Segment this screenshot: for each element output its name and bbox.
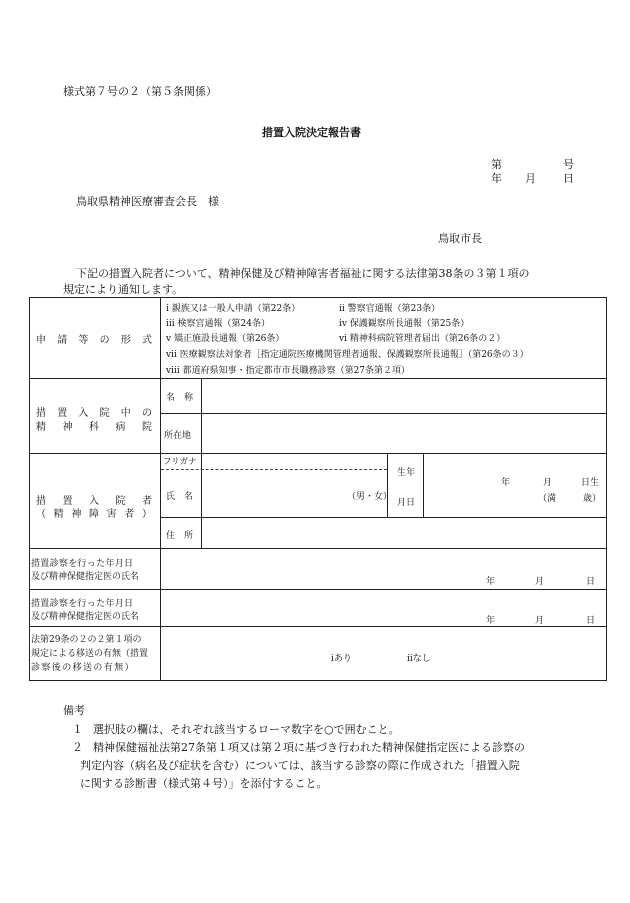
transfer-label-line1: 法第29条の２の２第１項の bbox=[31, 635, 142, 645]
hospital-name-label: 名 称 bbox=[166, 393, 194, 403]
furigana-label: フリガナ bbox=[163, 457, 197, 467]
number-label-2: 号 bbox=[563, 158, 574, 171]
exam1-day-label: 日 bbox=[586, 577, 596, 587]
option-vi: ⅵ 精神科病院管理者届出（第26条の２） bbox=[339, 334, 506, 344]
patient-label-line1: 措 置 入 院 者 bbox=[36, 496, 152, 507]
form-number: 様式第７号の２（第５条関係） bbox=[63, 85, 217, 98]
hospital-label-line2: 精 神 科 病 院 bbox=[36, 422, 152, 433]
birth-day-label: 日生 bbox=[581, 478, 600, 488]
exam1-year-label: 年 bbox=[486, 577, 496, 587]
number-label-1: 第 bbox=[491, 158, 502, 171]
patient-label-line2: （ 精 神 障 害 者 ） bbox=[36, 509, 152, 520]
transfer-label-line2: 規定による移送の有無（措置 bbox=[31, 649, 149, 659]
birth-label-1: 生年 bbox=[397, 468, 416, 478]
sender: 鳥取市長 bbox=[438, 232, 482, 245]
note-1-text: 選択肢の欄は、それぞれ該当するローマ数字を○で囲むこと。 bbox=[93, 723, 400, 736]
option-i: ⅰ 親族又は一般人申請（第22条） bbox=[166, 304, 301, 314]
exam1-label-line2: 及び精神保健指定医の氏名 bbox=[31, 572, 140, 582]
document-title: 措置入院決定報告書 bbox=[262, 126, 361, 139]
hospital-label-line1: 措 置 入 院 中 の bbox=[36, 408, 152, 419]
date-month-label: 月 bbox=[525, 172, 536, 185]
option-vii: ⅶ 医療観察法対象者［指定通院医療機関管理者通報、保護観察所長通報］（第26条の３） bbox=[166, 350, 529, 360]
intro-line-1: 下記の措置入院者について、精神保健及び精神障害者福祉に関する法律第38条の３第１項の bbox=[76, 267, 530, 280]
birth-month-label: 月 bbox=[543, 478, 553, 488]
option-iv: ⅳ 保護観察所長通報（第25条） bbox=[339, 319, 470, 329]
hospital-address-label: 所在地 bbox=[164, 431, 192, 441]
note-1-number: １ bbox=[72, 723, 83, 736]
option-viii: ⅷ 都道府県知事・指定都市市長職務診察（第27条第２項） bbox=[166, 366, 411, 376]
patient-address-label: 住 所 bbox=[166, 531, 194, 541]
application-form-label: 申 請 等 の 形 式 bbox=[36, 335, 152, 346]
note-2-line-2: 判定内容（病名及び症状を含む）については、該当する診察の際に作成された「措置入院 bbox=[80, 759, 520, 772]
option-v: ⅴ 矯正施設長通報（第26条） bbox=[166, 334, 285, 344]
date-year-label: 年 bbox=[491, 172, 502, 185]
note-2-number: ２ bbox=[72, 741, 83, 754]
intro-line-2: 規定により通知します。 bbox=[63, 283, 184, 296]
note-2-line-1: 精神保健福祉法第27条第１項又は第２項に基づき行われた精神保健指定医による診察の bbox=[93, 741, 525, 754]
option-iii: ⅲ 検察官通報（第24条） bbox=[166, 319, 270, 329]
notes-heading: 備考 bbox=[63, 704, 85, 717]
age-label: （満 歳） bbox=[538, 494, 602, 504]
addressee: 鳥取県精神医療審査会長 様 bbox=[76, 195, 219, 208]
exam2-day-label: 日 bbox=[586, 616, 596, 626]
exam1-month-label: 月 bbox=[535, 577, 545, 587]
transfer-option-yes: ⅰあり bbox=[331, 654, 352, 664]
transfer-label-line3: 診察後の移送の有無） bbox=[31, 663, 136, 673]
transfer-option-no: ⅱなし bbox=[407, 654, 431, 664]
exam2-label-line2: 及び精神保健指定医の氏名 bbox=[31, 612, 140, 622]
sex-label: （男・女） bbox=[347, 492, 393, 502]
note-2-line-3: に関する診断書（様式第４号）」を添付すること。 bbox=[80, 777, 328, 790]
date-day-label: 日 bbox=[563, 172, 574, 185]
option-ii: ⅱ 警察官通報（第23条） bbox=[339, 304, 441, 314]
exam1-label-line1: 措置診察を行った年月日 bbox=[31, 559, 134, 569]
birth-year-label: 年 bbox=[501, 478, 511, 488]
patient-name-label: 氏 名 bbox=[166, 492, 194, 502]
birth-label-2: 月日 bbox=[397, 498, 416, 508]
exam2-month-label: 月 bbox=[535, 616, 545, 626]
exam2-label-line1: 措置診察を行った年月日 bbox=[31, 599, 134, 609]
exam2-year-label: 年 bbox=[486, 616, 496, 626]
